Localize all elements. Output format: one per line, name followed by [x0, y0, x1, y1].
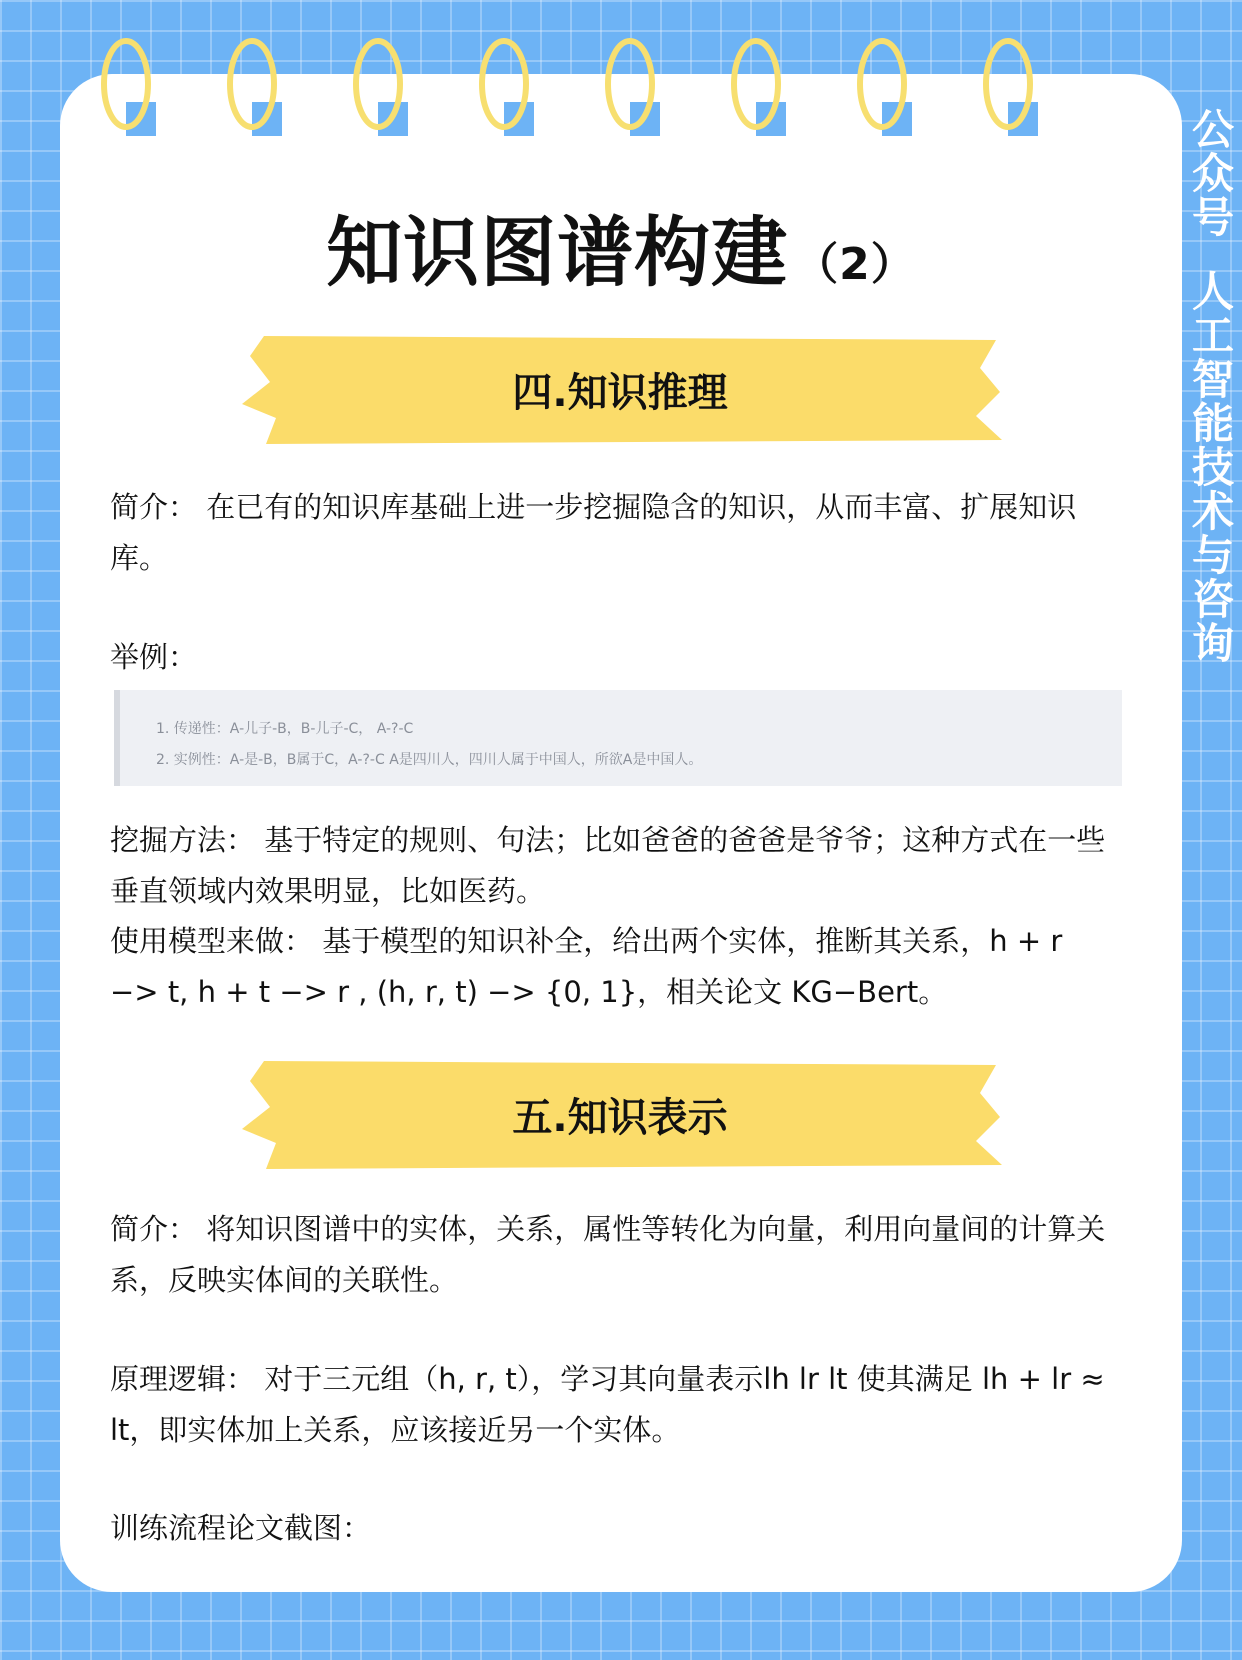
example-quote-block — [114, 690, 1122, 786]
page-title-text: 知识图谱构建 — [326, 208, 789, 297]
side-char: 智 — [1191, 355, 1234, 404]
binder-ring — [982, 38, 1042, 138]
page-title-suffix: （2） — [794, 239, 916, 290]
section4-intro: 简介： 在已有的知识库基础上进一步挖掘隐含的知识，从而丰富、扩展知识库。 — [110, 490, 1077, 575]
section-heading: 五.知识表示 — [512, 1094, 728, 1141]
model-method-text: 使用模型来做： 基于模型的知识补全，给出两个实体，推断其关系，h + r −> t, h + t −> r , (h, r, t) −> {0, 1}，相关论文 KG−Bert。 — [110, 924, 1063, 1009]
page-title — [0, 210, 1242, 308]
side-char: 询 — [1191, 619, 1234, 668]
example-label: 举例： — [110, 640, 198, 674]
binder-ring — [856, 38, 916, 138]
side-char: 人 — [1191, 267, 1234, 316]
binder-ring — [226, 38, 286, 138]
example-item: 1. 传递性：A-儿子-B，B-儿子-C， A-?-C — [156, 721, 414, 737]
mining-method-text: 挖掘方法： 基于特定的规则、句法；比如爸爸的爸爸是爷爷；这种方式在一些垂直领域内效果明显，比如医药。 — [110, 823, 1106, 908]
binder-ring — [352, 38, 412, 138]
example-item: 2. 实例性：A-是-B，B属于C，A-?-C A是四川人，四川人属于中国人，所欲A是中国人。 — [156, 752, 703, 768]
side-char: 咨 — [1191, 575, 1234, 624]
side-char: 众 — [1191, 149, 1234, 198]
training-label: 训练流程论文截图： — [110, 1511, 372, 1545]
side-char: 公 — [1191, 105, 1234, 154]
side-account-label — [1188, 105, 1238, 668]
side-char: 能 — [1191, 399, 1234, 448]
side-char: 工 — [1191, 311, 1234, 360]
principle-text: 原理逻辑： 对于三元组（h, r, t），学习其向量表示lh lr lt 使其满足 lh + lr ≈ lt，即实体加上关系，应该接近另一个实体。 — [110, 1362, 1105, 1447]
binder-ring — [100, 38, 160, 138]
binder-ring — [730, 38, 790, 138]
side-char: 术 — [1191, 487, 1234, 536]
section-banner — [236, 1055, 1004, 1173]
side-char: 与 — [1191, 531, 1234, 580]
binder-ring — [478, 38, 538, 138]
binder-ring — [604, 38, 664, 138]
side-char: 号 — [1191, 193, 1234, 242]
binder-rings — [60, 0, 1182, 150]
section-heading: 四.知识推理 — [512, 369, 728, 416]
side-char: 技 — [1191, 443, 1234, 492]
section5-intro: 简介： 将知识图谱中的实体，关系，属性等转化为向量，利用向量间的计算关系，反映实体间的关联性。 — [110, 1212, 1106, 1297]
section-banner — [236, 330, 1004, 448]
